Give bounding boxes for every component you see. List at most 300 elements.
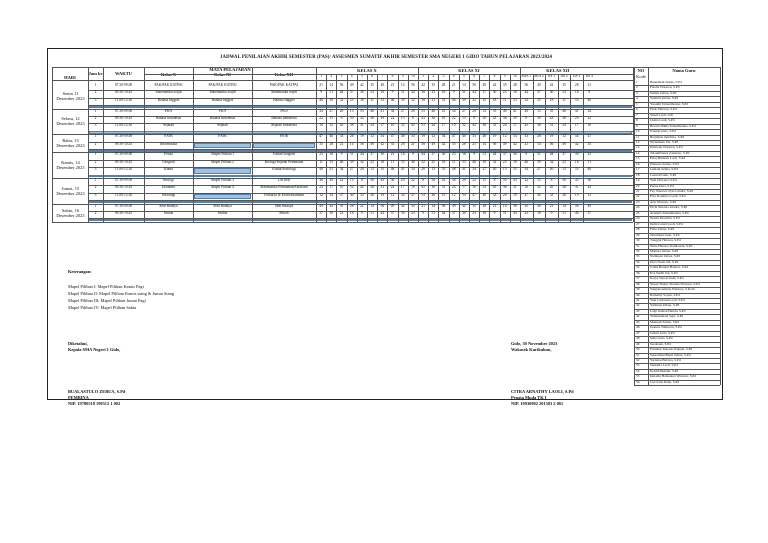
guru-name: Karya Sepeti Zaeli, S.Pd <box>650 276 684 281</box>
room-code-x: 47 <box>319 134 323 139</box>
room-code-x: 17 <box>400 185 405 190</box>
room-code-xi: 26 <box>431 192 436 197</box>
grid-line <box>438 74 439 222</box>
sign-left-rank: PEMBINA <box>68 395 89 400</box>
room-code-x: 18 <box>380 159 385 164</box>
room-code-x: 35 <box>390 141 395 146</box>
room-code-xi: 40 <box>482 192 487 197</box>
jam-value: 3 <box>94 97 97 102</box>
room-code-xii: 29 <box>574 116 579 120</box>
room-code-x: 51 <box>349 152 354 157</box>
guru-name: Kristin Bafelin, S.Pd <box>650 368 679 373</box>
subject-xi: Seni Budaya <box>213 203 232 208</box>
grid-line <box>367 74 368 222</box>
guru-name: Nadinsan Zebua, S.Pd <box>650 254 681 259</box>
room-code-x: 25 <box>370 159 374 164</box>
room-code-xii: 47 <box>524 192 529 197</box>
room-code-x: 9 <box>360 211 363 215</box>
room-code-x: 36 <box>319 178 323 182</box>
room-code-xii: 56 <box>574 203 579 208</box>
guru-name: Aris Waruwu, S.Pd <box>650 199 677 204</box>
room-code-x: 55 <box>380 167 385 172</box>
room-code-x: 17 <box>380 123 385 128</box>
room-code-xi: 40 <box>462 134 466 139</box>
guru-number: 56 <box>636 379 640 384</box>
room-code-xi: 14 <box>482 141 487 146</box>
room-code-x: 56 <box>411 83 415 87</box>
header-x-num: 9 <box>401 74 404 78</box>
room-code-xi: 24 <box>451 185 456 190</box>
waktu-value: 11.00-12.30 <box>114 123 133 128</box>
room-code-xi: 50 <box>502 178 507 182</box>
guru-name: Tunggul Halawa, S.Pd <box>650 238 681 243</box>
room-code-xi: 51 <box>431 211 436 215</box>
subject-xii: Matematika wajib <box>270 90 298 95</box>
room-code-x: 23 <box>319 152 323 157</box>
guru-name: Ismadin Hamanten Waruwu, S.Pd <box>650 374 696 379</box>
room-code-xi: 52 <box>462 123 466 128</box>
room-code-xii: 23 <box>587 152 592 157</box>
room-code-xi: 32 <box>421 159 425 164</box>
header-col-kelas-x: Kelas X <box>160 72 177 77</box>
room-code-xii: 49 <box>537 83 541 87</box>
room-code-xi: 44 <box>492 152 497 157</box>
guru-number: 49 <box>636 341 640 346</box>
page-title: JADWAL PENILAIAN AKHIR SEMESTER (PAS)/ ASSESMEN SUMATIF AKHIR SEMESTER SMA NEGERI 1 GIDO TAHUN PELAJARAN 2023/2024 <box>220 55 552 60</box>
guru-number: 20 <box>636 183 640 188</box>
guru-number: 38 <box>636 281 640 286</box>
room-code-x: 21 <box>411 141 415 146</box>
keterangan-item: Mapel Pilihan IV: Mapel Pilihan Sabtu <box>68 305 137 310</box>
room-code-xi: 27 <box>462 108 466 113</box>
guru-name: Yusuf Laoli, S.Pt <box>650 112 674 117</box>
subject-x: Bahasa Inggris <box>157 97 180 102</box>
room-code-xi: 9 <box>422 211 424 215</box>
room-code-xi: 36 <box>502 116 507 120</box>
room-code-xii: 8 <box>550 178 553 182</box>
room-code-xi: 19 <box>441 192 446 197</box>
room-code-x: 33 <box>360 192 364 197</box>
jam-value: 1 <box>94 108 97 113</box>
grid-line <box>144 67 145 222</box>
jam-value: 2 <box>94 211 97 215</box>
guru-number: 23 <box>636 199 640 204</box>
waktu-value: 09.30-10.45 <box>114 90 133 95</box>
room-code-xii: 50 <box>537 116 541 120</box>
header-x-num: 6 <box>371 74 373 78</box>
subject-x: Informatika <box>160 141 177 146</box>
room-code-xii: 44 <box>524 90 529 95</box>
room-code-x: 30 <box>360 90 364 95</box>
room-code-x: 30 <box>380 152 385 157</box>
room-code-x: 12 <box>319 192 323 197</box>
room-code-x: 8 <box>340 116 343 120</box>
room-code-xi: 36 <box>431 116 436 120</box>
room-code-xi: 16 <box>482 211 487 215</box>
room-code-xii: 35 <box>562 83 566 87</box>
room-code-x: 24 <box>370 123 374 128</box>
room-code-xii: 36 <box>562 116 566 120</box>
room-code-xi: 41 <box>441 108 446 113</box>
room-code-xi: 49 <box>482 83 487 87</box>
sign-right-line2: Wakasek Kurikulum, <box>511 347 552 352</box>
room-code-xi: 43 <box>421 116 425 120</box>
sign-left-name: BUALASTULO ZEBUA, S.Pd <box>68 389 126 394</box>
room-code-xi: 26 <box>502 192 507 197</box>
waktu-value: 09.30-10.45 <box>114 116 133 120</box>
room-code-x: 29 <box>329 178 334 182</box>
room-code-xi: 26 <box>482 134 487 139</box>
room-code-x: 24 <box>390 185 395 190</box>
guru-name: Banuaheni Zebua, S.Pd <box>650 80 682 84</box>
room-code-xii: 24 <box>587 185 592 190</box>
waktu-value: 07.30-09.00 <box>114 83 133 87</box>
grid-line <box>252 67 253 222</box>
guru-name: Lenardi Gulo, S.Pd <box>650 172 677 177</box>
guru-name: Yulianus Zebua, S.Pd <box>650 303 680 308</box>
waktu-value: 11.00-12.30 <box>114 97 133 102</box>
room-code-xii: 9 <box>588 90 591 95</box>
room-code-xii: 40 <box>537 192 541 197</box>
room-code-x: 53 <box>329 159 334 164</box>
room-code-xii: 47 <box>587 134 592 139</box>
subject-xii: Sejarah Indonesia <box>271 123 297 128</box>
subject-xi: Mapel Pilihan 4 <box>211 185 234 190</box>
room-code-x: 34 <box>390 108 395 113</box>
room-code-xii: 35 <box>587 141 592 146</box>
subject-xi: Mulok <box>217 211 228 215</box>
guru-number: 4 <box>636 96 638 101</box>
room-code-x: 19 <box>360 134 364 139</box>
room-code-xi: 30 <box>421 90 425 95</box>
guru-col-line <box>648 67 649 385</box>
room-code-xi: 35 <box>472 203 476 208</box>
guru-number: 43 <box>636 308 640 313</box>
header-xii-num: IIS 1 <box>547 74 556 78</box>
room-code-xi: 36 <box>451 178 456 182</box>
room-code-xi: 21 <box>451 83 456 87</box>
room-code-xii: 32 <box>549 159 554 164</box>
grid-line <box>570 74 571 222</box>
room-code-x: 41 <box>380 108 385 113</box>
hari-value: Kamis, 14 Desember 2023 <box>56 160 85 171</box>
room-code-xi: 21 <box>492 203 497 208</box>
room-code-x: 22 <box>319 116 323 120</box>
grid-line <box>88 67 89 222</box>
room-code-x: 25 <box>349 97 354 102</box>
room-code-x: 11 <box>319 159 323 164</box>
hari-value: Selasa, 12 Desember 2023 <box>56 116 85 127</box>
room-code-xii: 30 <box>574 152 579 157</box>
room-code-xii: 38 <box>537 123 541 128</box>
guru-name: Lemani Zebua, S.Pd <box>650 167 678 172</box>
subject-xii: Bahasa Indonesia <box>271 116 297 120</box>
room-code-x: 14 <box>400 83 405 87</box>
room-code-x: 23 <box>411 211 415 215</box>
room-code-xii: 55 <box>574 167 579 172</box>
room-code-xi: 38 <box>482 123 487 128</box>
guru-number: 18 <box>636 172 640 177</box>
room-code-x: 51 <box>329 90 334 95</box>
guru-name: Yulianti Zebua, S.Pd <box>650 96 679 101</box>
room-code-x: 54 <box>380 134 385 139</box>
subject-xii: Bahasa Inggris <box>273 97 295 102</box>
subject-xi: PJOK <box>218 134 227 139</box>
room-code-xi: 11 <box>502 97 507 102</box>
subject-xi: Mapel Pilihan 2 <box>211 159 234 164</box>
subject-x: Mulok <box>163 211 174 215</box>
room-code-xi: 23 <box>502 90 507 95</box>
guru-name: Nichelman Zai, S.Pd <box>650 139 679 144</box>
room-code-xii: 9 <box>550 211 553 215</box>
subject-xii: Mulok <box>279 211 289 215</box>
room-code-x: 21 <box>319 83 323 87</box>
guru-number: 27 <box>636 221 640 226</box>
room-code-x: 10 <box>339 185 344 190</box>
subject-xii: Prakarya & Kewirausahaan <box>264 192 304 197</box>
room-code-x: 15 <box>349 178 354 182</box>
room-code-x: 8 <box>411 116 414 120</box>
empty-xi <box>194 143 251 148</box>
room-code-xi: 30 <box>462 211 466 215</box>
header-x-num: 1 <box>320 74 322 78</box>
room-code-x: 10 <box>411 185 415 190</box>
room-code-xii: 52 <box>537 185 541 190</box>
header-xii-num: IIS 2 <box>560 74 568 78</box>
grid-line <box>144 74 633 75</box>
room-code-xi: 20 <box>492 167 497 172</box>
room-code-xii: 10 <box>587 123 592 128</box>
guru-number: 12 <box>636 139 640 144</box>
room-code-x: 30 <box>400 211 405 215</box>
room-code-x: 14 <box>349 141 354 146</box>
guru-number: 25 <box>636 210 640 215</box>
guru-name: Pitaneza Zebua, S.Pd <box>650 161 679 166</box>
room-code-xi: 39 <box>462 97 466 102</box>
guru-name: Elvia Nutavia Zendra, S.Pd <box>650 205 688 210</box>
room-code-x: 22 <box>411 178 415 182</box>
grid-line <box>52 67 720 68</box>
subject-xi: Mapel Pilihan I <box>211 152 234 157</box>
jam-value: 1 <box>94 83 97 87</box>
room-code-xii: 42 <box>574 141 579 146</box>
room-code-xii: 33 <box>524 134 529 139</box>
room-code-xi: 17 <box>513 123 517 128</box>
guru-number: 44 <box>636 314 640 319</box>
subject-xii: Matematika Peminatan/Ekonomi <box>260 185 308 190</box>
room-code-xii: 26 <box>537 134 541 139</box>
room-code-xi: 24 <box>431 123 436 128</box>
guru-name: Fey Waruwu Tyas Candra, S.Pd <box>650 189 694 193</box>
hari-value: Senin 11 Desember 2023 <box>56 90 85 101</box>
waktu-value: 07.30-09.00 <box>114 178 133 182</box>
room-code-xii: 10 <box>524 185 529 190</box>
sign-right-rank: Penata Muda TK I <box>511 395 547 400</box>
guru-number: 30 <box>636 238 640 243</box>
room-code-xi: 20 <box>421 167 425 172</box>
room-code-xi: 53 <box>441 97 446 102</box>
guru-number: 19 <box>636 178 640 183</box>
guru-number: 54 <box>636 368 640 373</box>
room-code-x: 22 <box>390 116 395 120</box>
subject-x: Sosiologi <box>161 192 176 197</box>
room-code-xi: 13 <box>482 108 487 113</box>
guru-name: Juanius Tuhuwan, S.Pd <box>650 325 682 330</box>
room-code-x: 13 <box>370 167 374 172</box>
subject-x: Seni Budaya <box>159 203 178 208</box>
room-code-xii: 44 <box>574 211 579 215</box>
header-waktu: WAKTU <box>114 71 132 76</box>
guru-number: 9 <box>636 123 638 128</box>
guru-number: 7 <box>636 112 638 117</box>
room-code-xii: 21 <box>587 83 592 87</box>
header-xii-num: MIA 2 <box>534 74 544 78</box>
room-code-xii: 19 <box>549 134 554 139</box>
guru-number: 6 <box>636 107 638 112</box>
waktu-value: 11.00-12.30 <box>114 167 133 172</box>
room-code-xii: 50 <box>562 178 566 182</box>
room-code-x: 39 <box>400 97 405 102</box>
room-code-x: 8 <box>360 178 363 182</box>
room-code-x: 46 <box>390 97 395 102</box>
room-code-x: 47 <box>339 192 344 197</box>
room-code-xi: 43 <box>513 178 517 182</box>
room-code-xii: 44 <box>549 152 554 157</box>
guru-number: 14 <box>636 150 640 155</box>
room-code-x: 54 <box>329 192 334 197</box>
sign-left-line1: Diketahui, <box>68 341 88 346</box>
room-code-x: 32 <box>360 159 364 164</box>
guru-number: 13 <box>636 145 640 150</box>
header-xii-num: IIS 3 <box>573 74 581 78</box>
room-code-x: 37 <box>349 90 354 95</box>
room-code-xii: 55 <box>549 108 554 113</box>
header-xi-num: 8 <box>493 74 496 78</box>
subject-xi: PKN <box>218 108 227 113</box>
room-code-xi: 25 <box>502 159 507 164</box>
room-code-xi: 9 <box>452 90 455 95</box>
room-code-xi: 44 <box>421 152 425 157</box>
grid-line <box>408 74 409 222</box>
room-code-xi: 11 <box>431 97 436 102</box>
room-code-x: 33 <box>339 134 344 139</box>
guru-name: Yuliansamael Sepi, S.Pd <box>650 314 684 319</box>
grid-line <box>520 67 521 222</box>
jam-value: 2 <box>94 159 97 164</box>
room-code-xi: 10 <box>451 123 456 128</box>
room-code-xii: 23 <box>524 211 529 215</box>
room-code-xii: 16 <box>574 90 579 95</box>
room-code-xii: 43 <box>549 116 554 120</box>
guru-name: Supretman Bnari Zebua, S.Pd <box>650 352 691 357</box>
room-code-x: 16 <box>380 90 385 95</box>
room-code-x: 42 <box>360 83 364 87</box>
guru-number: 26 <box>636 216 640 221</box>
room-code-x: 52 <box>400 123 405 128</box>
guru-number: 21 <box>636 189 640 193</box>
room-code-xi: 18 <box>441 159 446 164</box>
room-code-xi: 55 <box>441 167 446 172</box>
room-code-xi: 17 <box>462 185 466 190</box>
room-code-x: 55 <box>360 108 364 113</box>
room-code-xi: 53 <box>462 159 466 164</box>
guru-line <box>634 385 720 386</box>
subject-xi: Bahasa Inggris <box>211 97 234 102</box>
waktu-value: 09.30-10.45 <box>114 141 133 146</box>
subject-x: PJOK <box>164 134 173 139</box>
room-code-xi: 12 <box>451 192 456 197</box>
guru-number: 46 <box>636 325 640 330</box>
room-code-xi: 31 <box>492 123 497 128</box>
guru-number: 51 <box>636 352 640 357</box>
guru-number: 5 <box>636 101 638 106</box>
grid-line <box>500 74 501 222</box>
guru-name: Fatia Zebua, S.Pd <box>650 227 675 232</box>
room-code-xi: 37 <box>431 152 436 157</box>
room-code-xi: 42 <box>513 141 517 146</box>
grid-line <box>459 74 460 222</box>
guru-number: 48 <box>636 336 640 341</box>
room-code-x: 27 <box>329 108 334 113</box>
guru-number: 10 <box>636 129 640 134</box>
room-code-xi: 46 <box>472 159 476 164</box>
room-code-x: 23 <box>370 90 374 95</box>
room-code-xi: 14 <box>462 83 466 87</box>
guru-name: Fatalia Waruwu, S.Pd <box>650 85 680 90</box>
room-code-xii: 23 <box>562 90 566 95</box>
subject-x: Bahasa Indonesia <box>155 116 182 120</box>
grid-line <box>583 74 584 222</box>
empty-xi <box>194 194 251 199</box>
room-code-xii: 51 <box>537 152 541 157</box>
grid-line <box>336 74 337 222</box>
room-code-xi: 55 <box>421 108 425 113</box>
jam-value: 3 <box>94 123 97 128</box>
room-code-x: 29 <box>400 178 405 182</box>
room-code-x: 51 <box>400 90 405 95</box>
guru-number: 1 <box>636 80 638 84</box>
grid-line <box>558 74 559 222</box>
room-code-x: 41 <box>329 167 334 172</box>
room-code-x: 49 <box>349 83 354 87</box>
room-code-x: 16 <box>329 152 334 157</box>
room-code-xii: 45 <box>549 185 554 190</box>
room-code-xii: 28 <box>537 203 541 208</box>
room-code-xi: 51 <box>462 90 466 95</box>
room-code-xii: 32 <box>524 97 529 102</box>
header-xii-num: MIA 1 <box>521 74 532 78</box>
room-code-x: 28 <box>329 141 334 146</box>
guru-number: 52 <box>636 357 640 362</box>
guru-name: Delin Laturi Laoli, S.Pd <box>650 221 683 226</box>
subject-x: Sejarah <box>163 123 174 128</box>
room-code-xi: 35 <box>502 83 507 87</box>
room-code-xi: 35 <box>431 83 436 87</box>
room-code-x: 23 <box>390 152 395 157</box>
room-code-xi: 56 <box>492 141 497 146</box>
guru-name: Nesan Tinkar Tatanda Waruwu, S.Pd <box>650 281 700 286</box>
room-code-xii: 11 <box>562 97 566 102</box>
room-code-x: 46 <box>339 159 344 164</box>
guru-number: 2 <box>636 85 638 90</box>
room-code-xii: 31 <box>549 123 554 128</box>
subject-xii: Fisika/Geografi <box>272 152 296 157</box>
room-code-xi: 12 <box>431 134 436 139</box>
subject-x: Ekonomi <box>161 185 176 190</box>
empty-xii <box>253 143 315 148</box>
guru-name: Janiati Gulo, S.Pd <box>650 330 675 335</box>
room-code-xi: 21 <box>421 203 425 208</box>
